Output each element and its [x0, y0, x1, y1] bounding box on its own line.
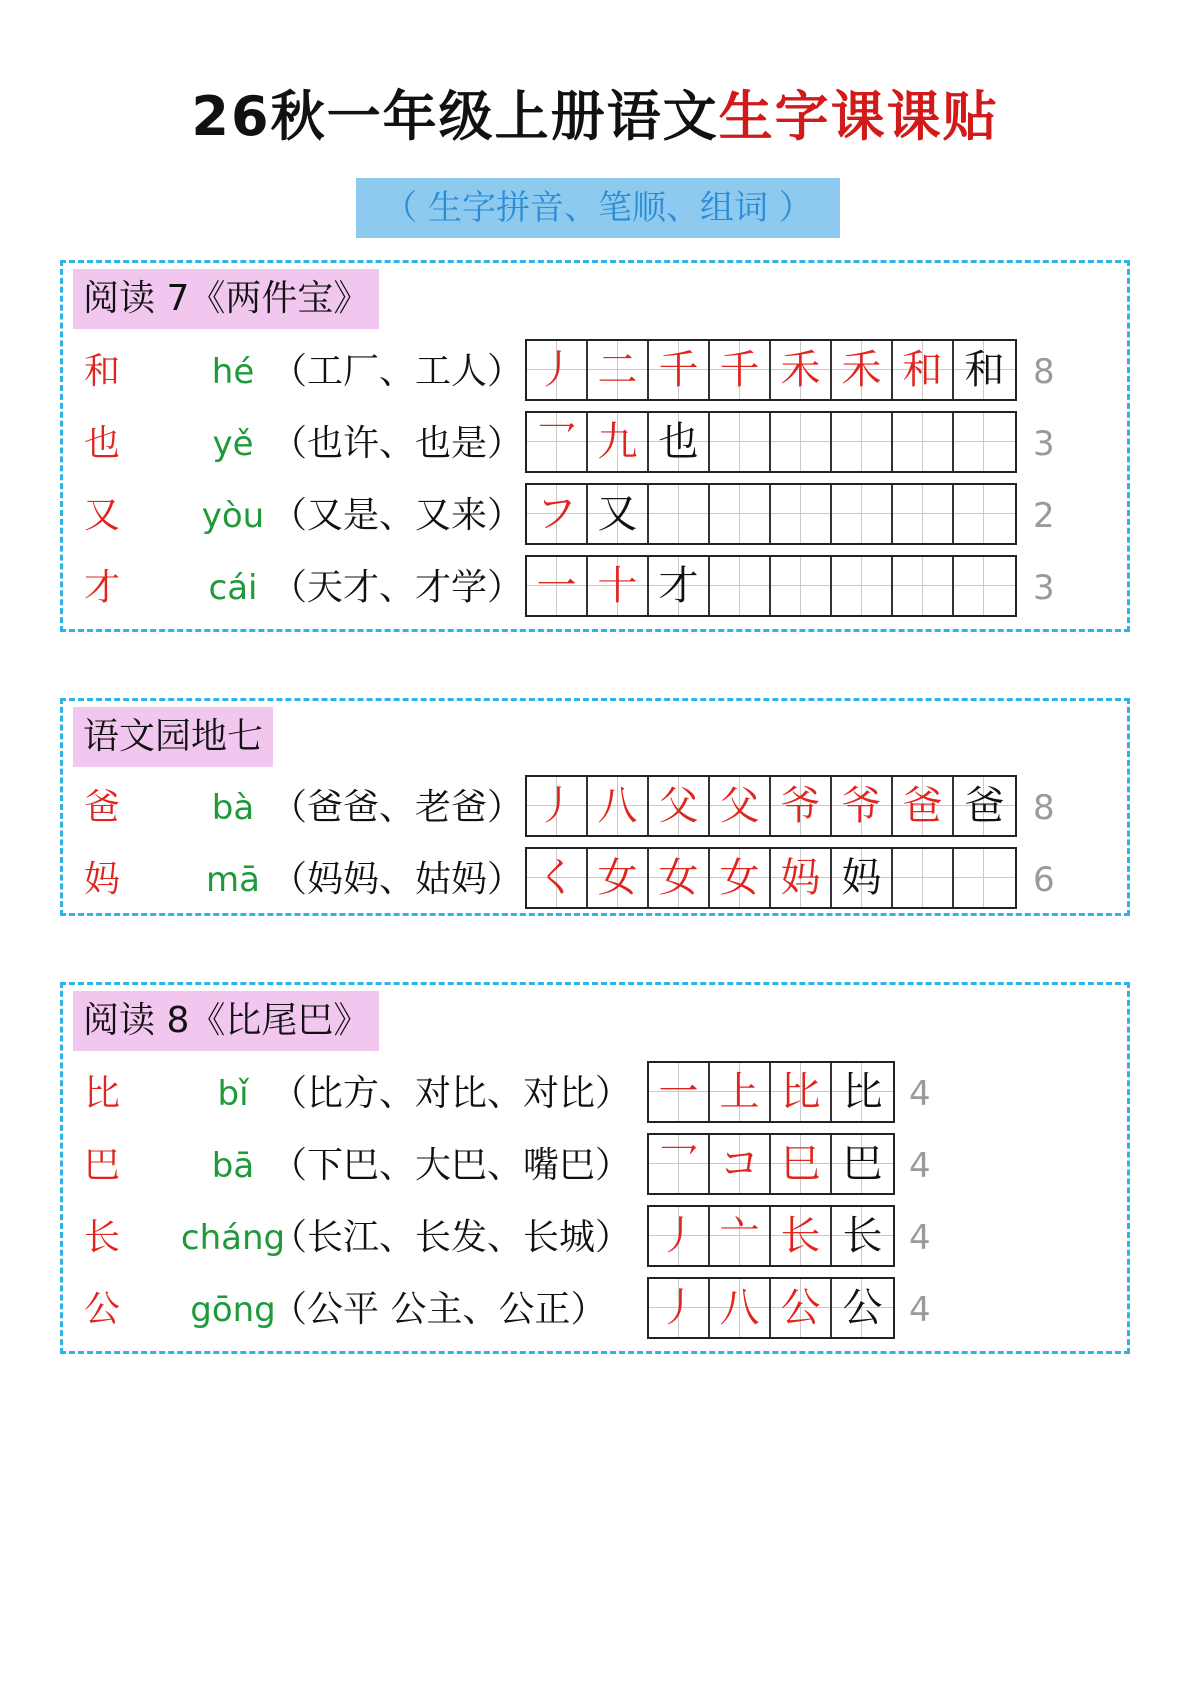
stroke-cell	[771, 1279, 832, 1337]
char-row	[63, 1205, 1127, 1271]
stroke-cell	[527, 777, 588, 835]
stroke-cell	[649, 341, 710, 399]
stroke-cell	[954, 849, 1015, 907]
stroke-count: 4	[909, 1218, 931, 1258]
pinyin: cháng	[180, 1218, 286, 1258]
stroke-cell	[832, 413, 893, 471]
stroke-order-grid	[525, 847, 1017, 909]
stroke-cell	[527, 485, 588, 543]
stroke-order-grid	[525, 775, 1017, 837]
stroke-step: 禾	[780, 347, 821, 393]
hanzi: 公	[83, 1289, 120, 1330]
word-group: （公平 公主、公正）	[271, 1289, 607, 1330]
hanzi: 比	[83, 1073, 120, 1114]
stroke-step: 父	[719, 783, 760, 829]
char-row	[63, 339, 1127, 405]
title-black: 26秋一年级上册语文	[191, 85, 719, 148]
stroke-step: 乛	[658, 1141, 699, 1187]
stroke-order-grid	[647, 1061, 895, 1123]
stroke-step: 爸	[902, 783, 943, 829]
stroke-cell	[527, 849, 588, 907]
stroke-step: 丿	[536, 347, 577, 393]
section-reading-7	[60, 260, 1130, 632]
stroke-step: 一	[658, 1069, 699, 1115]
stroke-cell	[771, 341, 832, 399]
stroke-cell	[649, 1207, 710, 1265]
stroke-count: 6	[1033, 860, 1055, 900]
stroke-count: 4	[909, 1074, 931, 1114]
stroke-cell	[649, 849, 710, 907]
stroke-cell	[832, 341, 893, 399]
stroke-cell	[771, 485, 832, 543]
section-yuandi-7	[60, 698, 1130, 916]
stroke-step: 公	[842, 1285, 883, 1331]
stroke-cell	[954, 341, 1015, 399]
stroke-step: 公	[780, 1285, 821, 1331]
hanzi: 巴	[83, 1145, 120, 1186]
char-row	[63, 1277, 1127, 1343]
stroke-step: 丿	[658, 1213, 699, 1259]
stroke-cell	[771, 1063, 832, 1121]
char-row	[63, 555, 1127, 621]
stroke-step: コ	[719, 1141, 760, 1187]
stroke-cell	[832, 1135, 893, 1193]
stroke-cell	[832, 557, 893, 615]
stroke-cell	[710, 557, 771, 615]
stroke-cell	[893, 849, 954, 907]
stroke-count: 2	[1033, 496, 1055, 536]
stroke-cell	[832, 777, 893, 835]
stroke-step: 八	[719, 1285, 760, 1331]
stroke-step: 和	[964, 347, 1005, 393]
stroke-cell	[893, 341, 954, 399]
stroke-cell	[588, 413, 649, 471]
stroke-step: 父	[658, 783, 699, 829]
stroke-step: 一	[536, 563, 577, 609]
stroke-cell	[771, 413, 832, 471]
stroke-step: 上	[719, 1069, 760, 1115]
stroke-cell	[893, 777, 954, 835]
stroke-step: 女	[719, 855, 760, 901]
pinyin: yě	[212, 424, 254, 464]
stroke-step: 九	[597, 419, 638, 465]
stroke-step: 妈	[841, 855, 882, 901]
stroke-step: 女	[597, 855, 638, 901]
stroke-order-grid	[525, 339, 1017, 401]
stroke-step: 乛	[536, 419, 577, 465]
pinyin: bà	[211, 788, 255, 828]
stroke-step: 比	[842, 1069, 883, 1115]
char-row	[63, 483, 1127, 549]
stroke-cell	[954, 485, 1015, 543]
stroke-cell	[771, 1207, 832, 1265]
stroke-step: 和	[902, 347, 943, 393]
stroke-count: 8	[1033, 788, 1055, 828]
stroke-cell	[588, 341, 649, 399]
pinyin: mā	[206, 860, 260, 900]
char-row	[63, 411, 1127, 477]
stroke-step: 八	[597, 783, 638, 829]
word-group: （天才、才学）	[271, 567, 524, 608]
stroke-cell	[710, 341, 771, 399]
stroke-cell	[893, 557, 954, 615]
stroke-count: 3	[1033, 424, 1055, 464]
stroke-order-grid	[647, 1205, 895, 1267]
stroke-cell	[893, 485, 954, 543]
word-group: （下巴、大巴、嘴巴）	[271, 1145, 632, 1186]
word-group: （爸爸、老爸）	[271, 787, 524, 828]
stroke-order-grid	[647, 1277, 895, 1339]
stroke-count: 4	[909, 1290, 931, 1330]
stroke-cell	[588, 777, 649, 835]
char-row	[63, 1061, 1127, 1127]
word-group: （又是、又来）	[271, 495, 524, 536]
stroke-cell	[832, 485, 893, 543]
stroke-cell	[832, 849, 893, 907]
title-red: 生字课课贴	[718, 85, 999, 148]
stroke-step: 又	[597, 491, 638, 537]
stroke-cell	[649, 413, 710, 471]
hanzi: 妈	[83, 859, 120, 900]
stroke-count: 4	[909, 1146, 931, 1186]
stroke-step: 爸	[964, 783, 1005, 829]
stroke-cell	[588, 485, 649, 543]
stroke-order-grid	[647, 1133, 895, 1195]
word-group: （比方、对比、对比）	[271, 1073, 632, 1114]
stroke-step: 巳	[780, 1141, 821, 1187]
stroke-count: 3	[1033, 568, 1055, 608]
stroke-cell	[710, 1063, 771, 1121]
stroke-cell	[954, 413, 1015, 471]
stroke-cell	[893, 413, 954, 471]
page-title	[0, 82, 1190, 152]
stroke-step: 也	[658, 419, 699, 465]
stroke-cell	[649, 557, 710, 615]
pinyin: yòu	[201, 496, 265, 536]
stroke-cell	[710, 1279, 771, 1337]
stroke-order-grid	[525, 555, 1017, 617]
stroke-step: 长	[842, 1213, 883, 1259]
char-row	[63, 1133, 1127, 1199]
stroke-cell	[527, 413, 588, 471]
word-group: （长江、长发、长城）	[271, 1217, 632, 1258]
char-row	[63, 775, 1127, 841]
pinyin: gōng	[190, 1290, 276, 1330]
hanzi: 也	[83, 423, 120, 464]
pinyin: hé	[211, 352, 255, 392]
stroke-cell	[710, 413, 771, 471]
stroke-cell	[710, 1135, 771, 1193]
stroke-cell	[649, 1063, 710, 1121]
stroke-cell	[771, 777, 832, 835]
stroke-cell	[832, 1279, 893, 1337]
section-title: 阅读 7《两件宝》	[73, 269, 379, 329]
stroke-step: 亠	[719, 1213, 760, 1259]
stroke-cell	[832, 1063, 893, 1121]
stroke-count: 8	[1033, 352, 1055, 392]
stroke-step: 千	[658, 347, 699, 393]
stroke-step: く	[536, 855, 577, 901]
section-reading-8	[60, 982, 1130, 1354]
stroke-cell	[954, 777, 1015, 835]
stroke-step: 爷	[780, 783, 821, 829]
word-group: （妈妈、姑妈）	[271, 859, 524, 900]
stroke-step: 比	[780, 1069, 821, 1115]
stroke-step: 丿	[536, 783, 577, 829]
pinyin: bā	[211, 1146, 255, 1186]
stroke-cell	[710, 485, 771, 543]
hanzi: 才	[83, 567, 120, 608]
stroke-cell	[710, 849, 771, 907]
hanzi: 又	[83, 495, 120, 536]
stroke-cell	[954, 557, 1015, 615]
stroke-cell	[771, 849, 832, 907]
stroke-cell	[588, 557, 649, 615]
pinyin: bǐ	[217, 1074, 249, 1114]
pinyin: cái	[208, 568, 258, 608]
stroke-step: 巴	[842, 1141, 883, 1187]
stroke-cell	[710, 777, 771, 835]
stroke-cell	[771, 557, 832, 615]
stroke-cell	[771, 1135, 832, 1193]
subtitle-banner: （ 生字拼音、笔顺、组词 ）	[356, 178, 840, 238]
stroke-step: 女	[658, 855, 699, 901]
stroke-step: 爷	[841, 783, 882, 829]
stroke-step: 长	[780, 1213, 821, 1259]
stroke-cell	[649, 777, 710, 835]
stroke-step: 才	[658, 563, 699, 609]
stroke-step: 妈	[780, 855, 821, 901]
stroke-step: 千	[719, 347, 760, 393]
stroke-cell	[649, 1135, 710, 1193]
stroke-cell	[832, 1207, 893, 1265]
stroke-step: 十	[597, 563, 638, 609]
hanzi: 长	[83, 1217, 120, 1258]
char-row	[63, 847, 1127, 913]
word-group: （工厂、工人）	[271, 351, 524, 392]
word-group: （也许、也是）	[271, 423, 524, 464]
stroke-step: 丿	[658, 1285, 699, 1331]
stroke-cell	[527, 557, 588, 615]
stroke-step: 二	[597, 347, 638, 393]
stroke-order-grid	[525, 411, 1017, 473]
stroke-order-grid	[525, 483, 1017, 545]
stroke-cell	[710, 1207, 771, 1265]
hanzi: 和	[83, 351, 120, 392]
section-title: 阅读 8《比尾巴》	[73, 991, 379, 1051]
stroke-cell	[588, 849, 649, 907]
section-title: 语文园地七	[73, 707, 273, 767]
stroke-step: フ	[536, 491, 577, 537]
stroke-step: 禾	[841, 347, 882, 393]
hanzi: 爸	[83, 787, 120, 828]
stroke-cell	[649, 1279, 710, 1337]
stroke-cell	[527, 341, 588, 399]
stroke-cell	[649, 485, 710, 543]
